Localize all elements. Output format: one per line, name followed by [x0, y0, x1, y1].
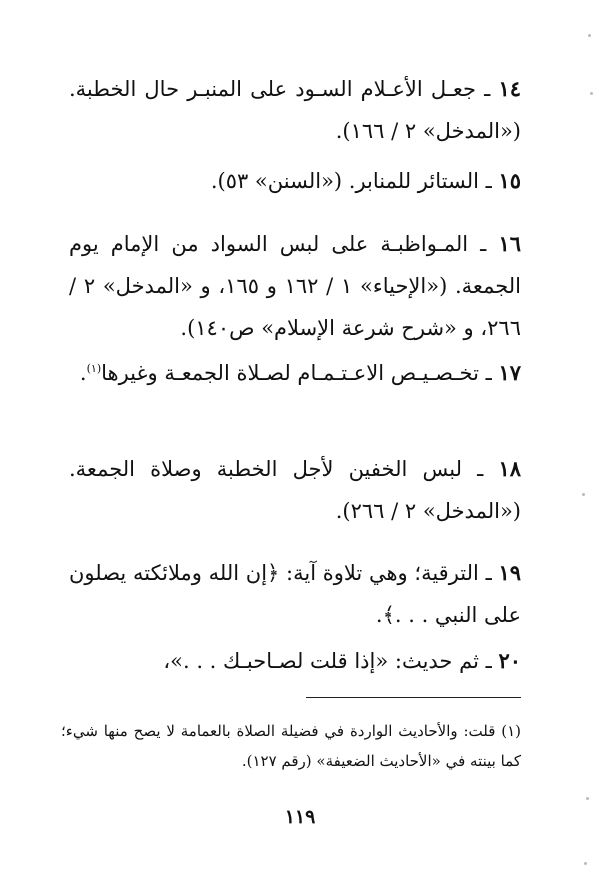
list-item: [69, 223, 521, 349]
scan-speck: [582, 493, 585, 496]
item-text: ـ الستائر للمنابر. («السنن» ٥٣).: [210, 169, 492, 193]
item-text: ـ المـواظبـة على لبس السواد من الإمام يوم الجمعة. («الإحياء» ١ / ١٦٢ و ١٦٥، و «المدخل» ٢ / ٢٦٦، و «شرح شرعة الإسلام» ص١٤٠).: [69, 232, 521, 340]
scan-speck: [588, 34, 591, 37]
item-number: ١٧: [498, 360, 521, 385]
scan-speck: [584, 862, 587, 865]
item-text: ـ جعـل الأعـلام السـود على المنبـر حال الخطبة. («المدخل» ٢ / ١٦٦).: [69, 77, 521, 143]
list-item: [69, 552, 521, 636]
item-text: ـ لبس الخفين لأجل الخطبة وصلاة الجمعة. («المدخل» ٢ / ٢٦٦).: [69, 457, 521, 523]
item-number: ١٩: [498, 560, 521, 585]
item-number: ٢٠: [498, 648, 521, 673]
item-text-tail: .: [79, 361, 87, 385]
list-item: [69, 68, 521, 152]
item-text: ـ الترقية؛ وهي تلاوة آية: ﴿إن الله وملائكته يصلون على النبي . . .﴾.: [69, 561, 521, 627]
list-item: [69, 352, 521, 394]
list-item: [69, 640, 521, 682]
list-item: [69, 160, 521, 202]
page-number: ١١٩: [284, 806, 316, 828]
item-text: ـ ثم حديث: «إذا قلت لصـاحبـك . . .»،: [163, 649, 492, 673]
list-item: [69, 448, 521, 532]
item-number: ١٦: [498, 231, 521, 256]
footnote: (١) قلت: والأحاديث الواردة في فضيلة الصلاة بالعمامة لا يصح منها شيء؛ كما بينته في «الأحاديث الضعيفة» (رقم ١٢٧).: [61, 722, 521, 770]
item-number: ١٥: [498, 168, 521, 193]
item-number: ١٤: [498, 76, 521, 101]
item-text: ـ تخـصـيـص الاعـتـمـام لصـلاة الجمعـة وغيرها: [101, 361, 492, 385]
scan-speck: [590, 92, 593, 95]
scan-speck: [586, 797, 589, 800]
footnote-divider: [306, 697, 521, 698]
item-number: ١٨: [498, 456, 521, 481]
footnote-marker: (١): [86, 362, 102, 375]
